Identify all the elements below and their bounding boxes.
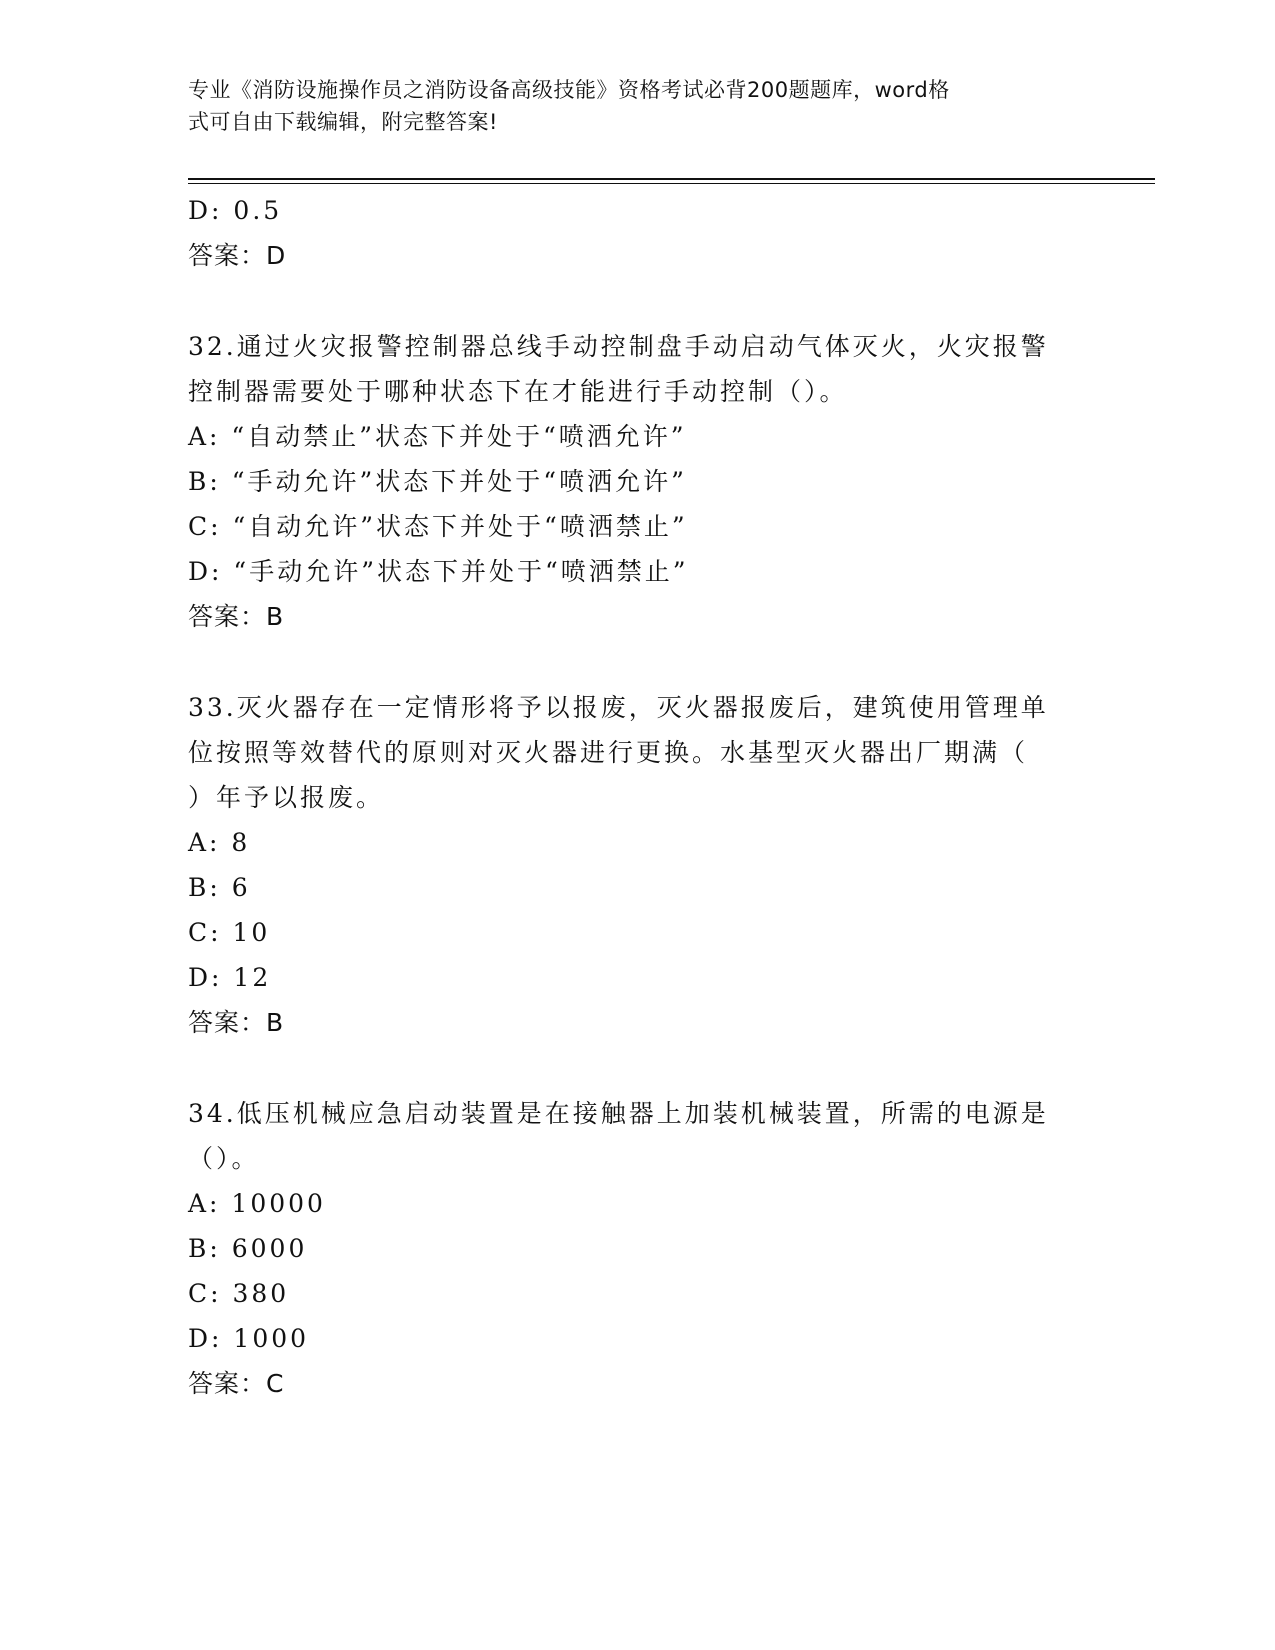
question-text-line: 控制器需要处于哪种状态下在才能进行手动控制（）。 — [188, 377, 848, 406]
question-text-line: 位按照等效替代的原则对灭火器进行更换。水基型灭火器出厂期满（ — [188, 738, 1029, 767]
option-c: C: “自动允许”状态下并处于“喷洒禁止” — [188, 512, 688, 541]
question-text — [188, 324, 1068, 414]
option-d: D: 12 — [188, 963, 272, 992]
option-a: A: “自动禁止”状态下并处于“喷洒允许” — [188, 422, 687, 451]
previous-question-tail — [188, 188, 1088, 278]
option-b: B: 6000 — [188, 1234, 308, 1263]
question-text-line: 33.灭火器存在一定情形将予以报废，灭火器报废后，建筑使用管理单 — [188, 693, 1049, 722]
option-c: C: 380 — [188, 1279, 290, 1308]
question-32 — [188, 324, 1088, 639]
answer-line: 答案：B — [188, 602, 285, 631]
option-a: A: 10000 — [188, 1189, 326, 1218]
option-c: C: 10 — [188, 918, 271, 947]
question-text-line: ）年予以报废。 — [188, 783, 385, 812]
option-b: B: “手动允许”状态下并处于“喷洒允许” — [188, 467, 687, 496]
question-text-line: 34.低压机械应急启动装置是在接触器上加装机械装置，所需的电源是 — [188, 1099, 1049, 1128]
option-d: D: 0.5 — [188, 196, 283, 225]
answer-line: 答案：B — [188, 1008, 285, 1037]
question-text — [188, 685, 1068, 820]
question-text-line: 32.通过火灾报警控制器总线手动控制盘手动启动气体灭火，火灾报警 — [188, 332, 1049, 361]
page-header — [188, 74, 1068, 138]
option-d: D: 1000 — [188, 1324, 310, 1353]
option-d: D: “手动允许”状态下并处于“喷洒禁止” — [188, 557, 689, 586]
option-a: A: 8 — [188, 828, 251, 857]
answer-line: 答案：D — [188, 241, 287, 270]
header-rule-thin — [188, 183, 1155, 184]
header-line-2: 式可自由下载编辑，附完整答案! — [188, 110, 498, 134]
option-b: B: 6 — [188, 873, 251, 902]
question-list — [188, 188, 1088, 1406]
question-text — [188, 1091, 1068, 1181]
header-line-1: 专业《消防设施操作员之消防设备高级技能》资格考试必背200题题库，word格 — [188, 78, 950, 102]
question-34 — [188, 1091, 1088, 1406]
question-33 — [188, 685, 1088, 1045]
header-rule-thick — [188, 178, 1155, 180]
answer-line: 答案：C — [188, 1369, 285, 1398]
question-text-line: （）。 — [188, 1144, 260, 1173]
